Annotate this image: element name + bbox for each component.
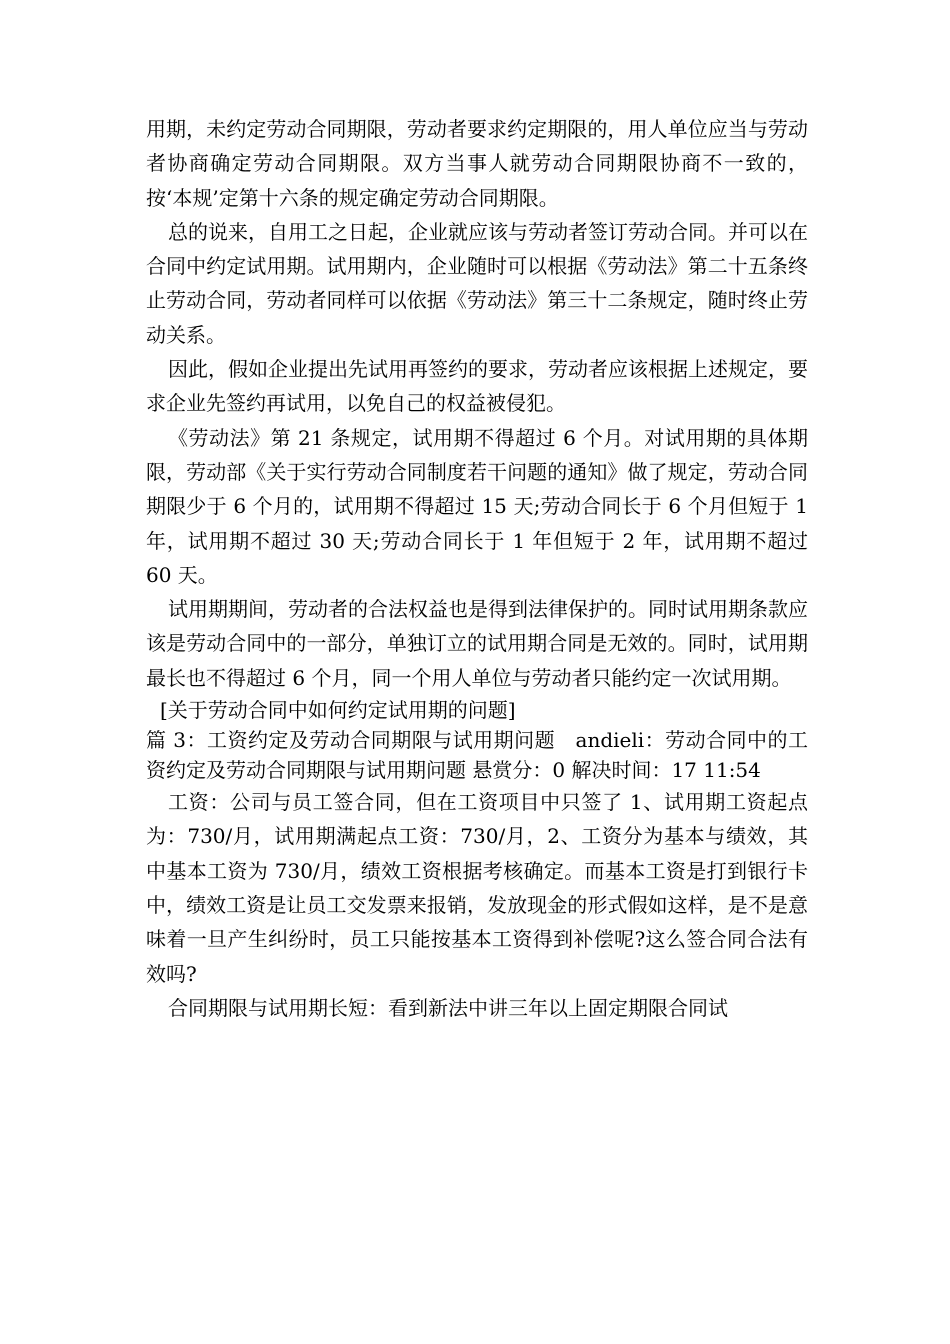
paragraph-article-3-header: 篇 3：工资约定及劳动合同期限与试用期问题 andieli：劳动合同中的工资约定及劳动合同期限与试用期问题 悬赏分：0 解决时间：17 11:54 [146, 728, 808, 783]
paragraph-probation-rights: 试用期期间，劳动者的合法权益也是得到法律保护的。同时试用期条款应该是劳动合同中的一部分，单独订立的试用期合同是无效的。同时，试用期最长也不得超过 6 个月，同一个用人单位与劳动者只能约定一次试用期。 [146, 597, 808, 690]
section-title-probation: [关于劳动合同中如何约定试用期的问题] [160, 698, 516, 723]
paragraph-wages: 工资：公司与员工签合同，但在工资项目中只签了 1、试用期工资起点为：730/月，试用期满起点工资：730/月，2、工资分为基本与绩效，其中基本工资为 730/月，绩效工资根据考核确定。而基本工资是打到银行卡中，绩效工资是让员工交发票来报销，发放现金的形式假如这样，是不是意味着一旦产生纠纷时，员工只能按基本工资得到补偿呢?这么签合同合法有效吗? [146, 790, 808, 986]
paragraph-contract-term: 用期，未约定劳动合同期限，劳动者要求约定期限的，用人单位应当与劳动者协商确定劳动合同期限。双方当事人就劳动合同期限协商不一致的，按‘本规’定第十六条的规定确定劳动合同期限。 [146, 117, 808, 210]
paragraph-therefore: 因此，假如企业提出先试用再签约的要求，劳动者应该根据上述规定，要求企业先签约再试用，以免自己的权益被侵犯。 [146, 357, 808, 416]
paragraph-labor-law-article-21: 《劳动法》第 21 条规定，试用期不得超过 6 个月。对试用期的具体期限，劳动部《关于实行劳动合同制度若干问题的通知》做了规定，劳动合同期限少于 6 个月的，试用期不得超过 15 天;劳动合同长于 6 个月但短于 1 年，试用期不超过 30 天;劳动合同长于 1 年但短于 2 年，试用期不超过 60 天。 [146, 425, 808, 587]
document-page [146, 112, 808, 1025]
paragraph-contract-duration: 合同期限与试用期长短：看到新法中讲三年以上固定期限合同试 [168, 995, 728, 1020]
paragraph-summary: 总的说来，自用工之日起，企业就应该与劳动者签订劳动合同。并可以在合同中约定试用期。试用期内，企业随时可以根据《劳动法》第二十五条终止劳动合同，劳动者同样可以依据《劳动法》第三十二条规定，随时终止劳动关系。 [146, 219, 808, 347]
